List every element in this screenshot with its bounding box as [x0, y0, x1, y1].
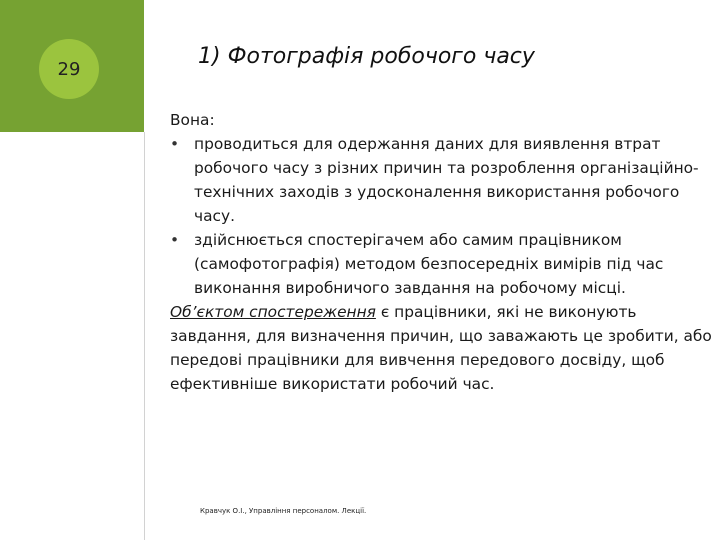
- vertical-divider-line: [144, 132, 145, 540]
- bullet-icon: •: [170, 135, 180, 153]
- bullet-item: [170, 132, 715, 228]
- bullet-icon: •: [170, 231, 180, 249]
- footer-credit: Кравчук О.І., Управління персоналом. Лекції.: [200, 507, 367, 515]
- slide-number-badge: 29: [39, 39, 99, 99]
- bullet-list: [170, 132, 715, 300]
- bullet-text: проводиться для одержання даних для виявлення втрат робочого часу з різних причин та розроблення організаційно-технічних заходів з удосконалення використання робочого часу.: [194, 135, 699, 225]
- slide-content: [170, 108, 715, 396]
- object-paragraph: [170, 300, 715, 396]
- slide-title: 1) Фотографія робочого часу: [198, 44, 535, 69]
- object-description: є працівники, які не виконують завдання, для визначення причин, що заважають це зробити, або передові працівники для вивчення передового досвіду, щоб ефективніше використати робочий час.: [170, 303, 712, 393]
- object-term: Об’єктом спостереження: [170, 303, 376, 321]
- bullet-text: здійснюється спостерігачем або самим працівником (самофотографія) методом безпосередніх вимірів під час виконання виробничого завдання на робочому місці.: [194, 231, 664, 297]
- bullet-item: [170, 228, 715, 300]
- intro-text: Вона:: [170, 111, 215, 129]
